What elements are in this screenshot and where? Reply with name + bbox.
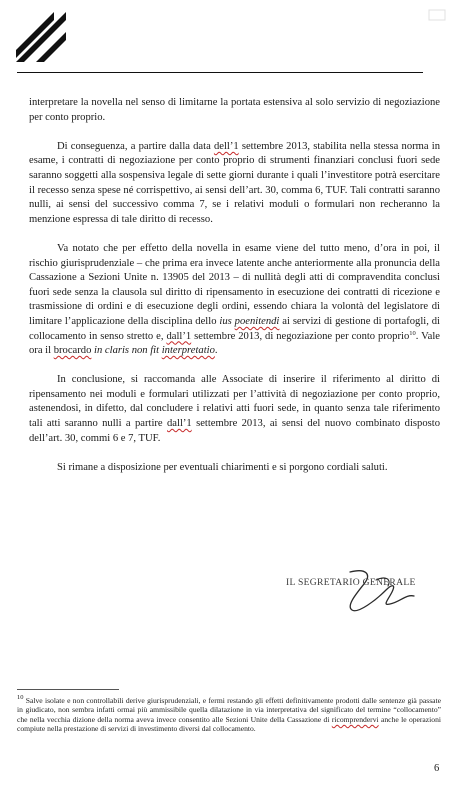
spellcheck-word: ricomprendervi [331, 714, 379, 724]
paragraph-3: Va notato che per effetto della novella in esame viene del tutto meno, d’ora in poi, il rischio giurisprudenziale – che prima era invece latente anche anteriormente alla pronuncia della Cassazione a Sezioni Unite n. 13905 del 2013 – di nullità degli atti di compravendita conclusi fuori sede senza la clausola sul diritto di ripensamento in esecuzione dei contratti di ricezione e trasmissione di ordini e di esecuzione degli ordini, essendo chiara la volontà del legislatore di limitare l’applicazione della disciplina dello ius poenitendi ai servizi di gestione di portafogli, di collocamento in senso stretto e, dall’1 settembre 2013, di negoziazione per conto proprio$^{10}$. Vale ora il brocardo in claris non fit interpretatio. [29, 242, 440, 357]
header-rule [17, 72, 423, 73]
footnote-ref: 10 [409, 329, 416, 337]
spellcheck-word: brocardo [53, 345, 92, 357]
footnote-rule [17, 689, 119, 690]
logo-stripes-icon [10, 6, 72, 66]
letter-body [29, 96, 440, 490]
corner-mark-icon [428, 8, 446, 22]
handwritten-signature-icon [280, 560, 450, 620]
spellcheck-word: interpretatio [161, 345, 215, 357]
spellcheck-word: dall’1 [166, 330, 192, 342]
signature-title: IL SEGRETARIO GENERALE [286, 577, 416, 588]
paragraph-4: In conclusione, si raccomanda alle Associate di inserire il riferimento al diritto di ripensamento nei moduli e formulari utilizzati per l’attività di negoziazione per conto proprio, astenendosi, in difetto, dal concludere i relativi atti fuori sede, in quanto senza tale riferimento tali atti saranno nulli a partire dall’1 settembre 2013, ai sensi del nuovo combinato disposto dell’art. 30, commi 6 e 7, TUF. [29, 374, 440, 444]
spellcheck-word: poenitendi [234, 315, 280, 327]
spellcheck-word: dell’1 [213, 140, 239, 152]
signature-block [280, 560, 450, 620]
spellcheck-word: dall’1 [167, 418, 192, 430]
footnote: $^{10}$ Salve isolate e non controllabili derive giurisprudenziali, e fermi restando gli effetti definitivamente prodotti dalle sentenze già passate in giudicato, non sembra infatti ormai più ammissibile quella dilatazione in via interpretativa del significato del termine “collocamento” che nella vecchia dizione della norma aveva invece consentito alle Sezioni Unite della Cassazione di ricomprendervi anche le operazioni compiute nella prestazione di servizi di investimento diversi dal collocamento. [17, 694, 441, 734]
paragraph-5: Si rimane a disposizione per eventuali chiarimenti e si porgono cordiali saluti. [57, 461, 388, 473]
footnote-number: 10 [17, 694, 24, 701]
paragraph-2: Di conseguenza, a partire dalla data dell’1 settembre 2013, stabilita nella stessa norma in esame, i contratti di negoziazione per conto proprio di strumenti finanziari conclusi fuori sede saranno soggetti alla sospensiva legale di sette giorni durante i quali l’investitore potrà esercitare il recesso senza spese né corrispettivo, ai sensi dell’art. 30, comma 6, TUF. Tali contratti saranno nulli, ai sensi del successivo comma 7, se i relativi moduli o formulari non recheranno la menzione espressa di tale diritto di recesso. [29, 140, 441, 225]
paragraph-1: interpretare la novella nel senso di limitarne la portata estensiva al solo servizio di negoziazione per conto proprio. [29, 97, 440, 123]
page-number: 6 [434, 763, 440, 774]
